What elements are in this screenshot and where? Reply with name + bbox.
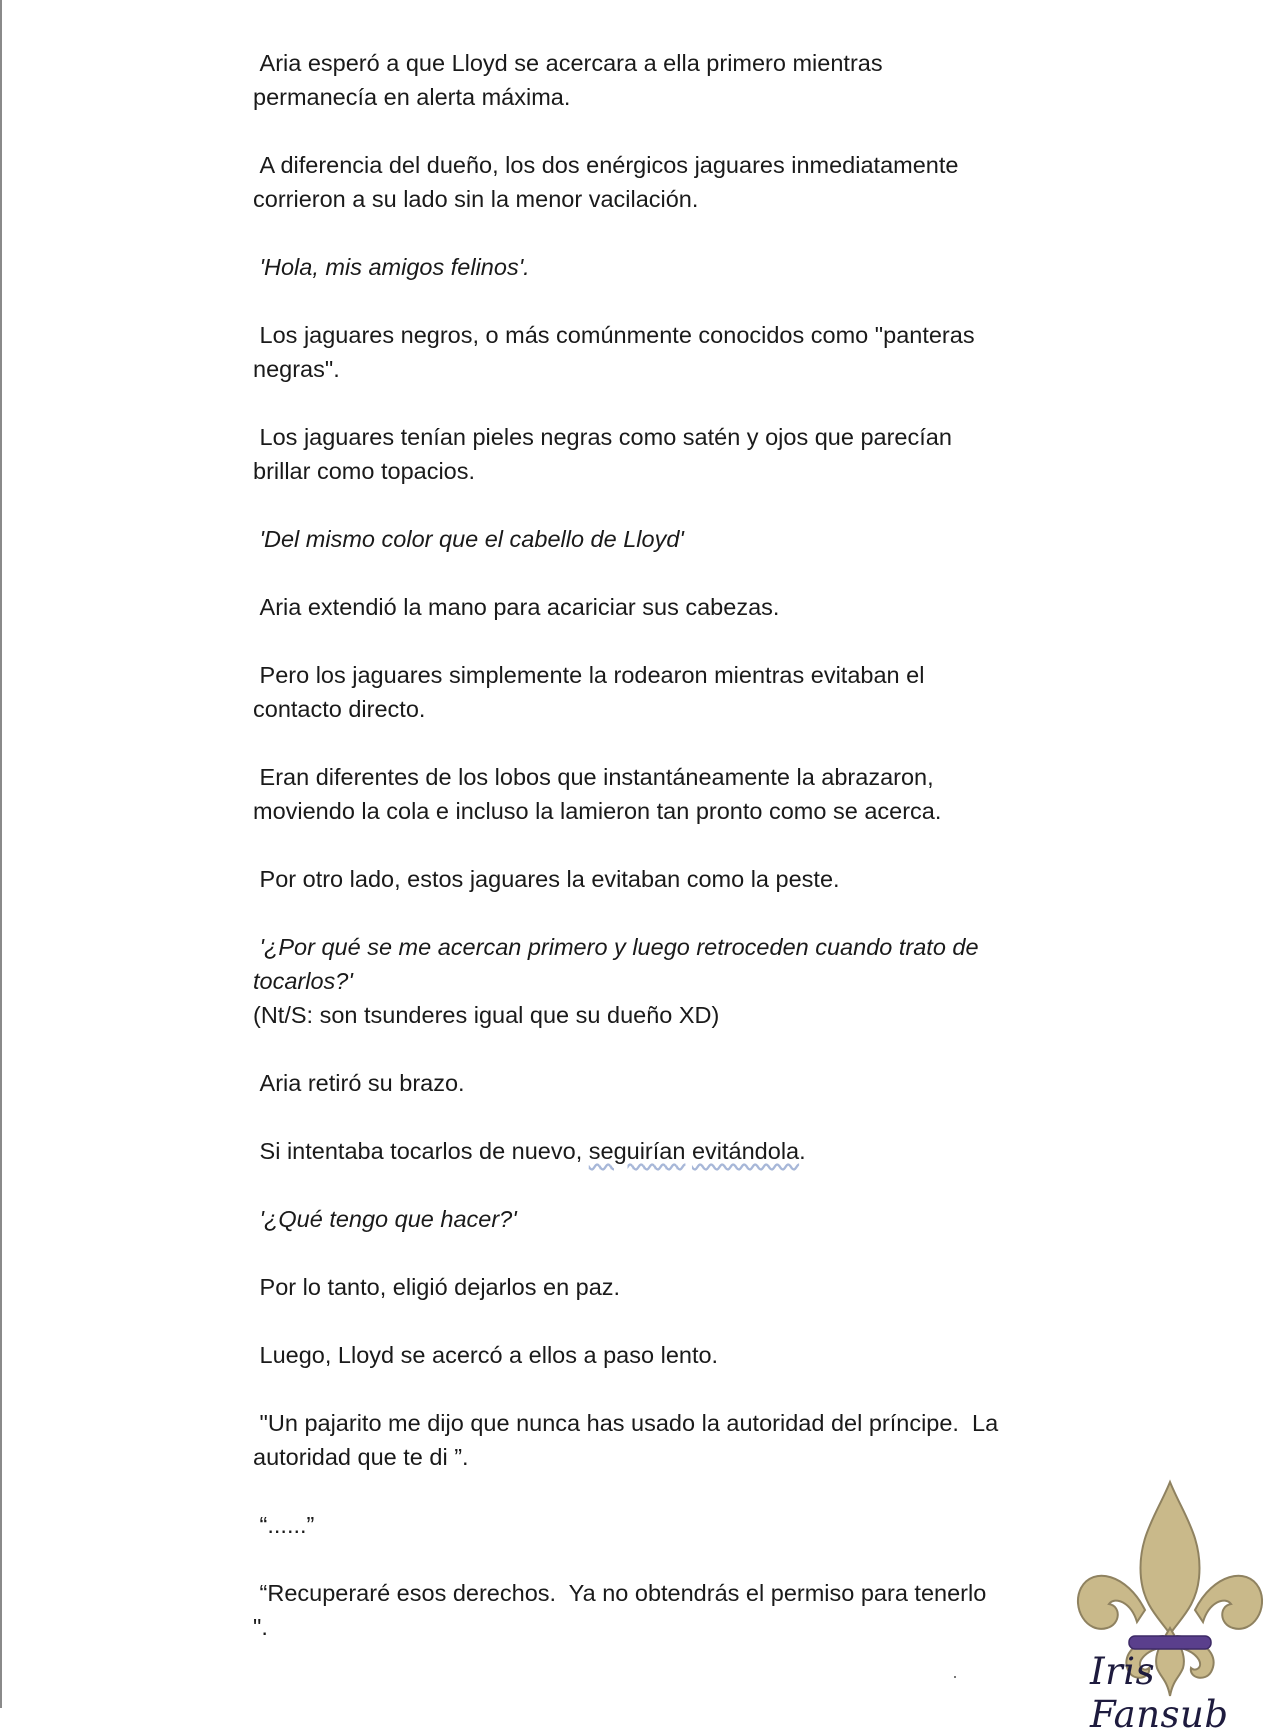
spellcheck-word-1: seguirían (588, 1138, 686, 1164)
paragraph-8: Pero los jaguares simplemente la rodearon mientras evitaban el contacto directo. (253, 662, 925, 722)
paragraph-7: Aria extendió la mano para acariciar sus cabezas. (253, 594, 780, 620)
paragraph-13-end: . (799, 1138, 806, 1164)
paragraph-3: 'Hola, mis amigos felinos'. (253, 254, 530, 280)
paragraph-18: “......” (253, 1512, 315, 1538)
left-page-border (0, 0, 2, 1708)
paragraph-1: Aria esperó a que Lloyd se acercara a ella primero mientras permanecía en alerta máxima. (253, 50, 883, 110)
paragraph-16: Luego, Lloyd se acercó a ellos a paso lento. (253, 1342, 719, 1368)
paragraph-12: Aria retiró su brazo. (253, 1070, 465, 1096)
translator-note: (Nt/S: son tsunderes igual que su dueño XD) (253, 1002, 720, 1028)
document-body (253, 46, 1053, 1644)
stray-dot (954, 1676, 956, 1678)
paragraph-4: Los jaguares negros, o más comúnmente conocidos como "panteras negras". (253, 322, 975, 382)
paragraph-13 (253, 1134, 1053, 1168)
paragraph-15: Por lo tanto, eligió dejarlos en paz. (253, 1274, 621, 1300)
watermark-text: Iris Fansub (1090, 1650, 1229, 1736)
spellcheck-word-2: evitándola (691, 1138, 800, 1164)
paragraph-13-start: Si intentaba tocarlos de nuevo, (253, 1138, 589, 1164)
paragraph-14: '¿Qué tengo que hacer?' (253, 1206, 517, 1232)
paragraph-6: 'Del mismo color que el cabello de Lloyd' (253, 526, 684, 552)
paragraph-9: Eran diferentes de los lobos que instantáneamente la abrazaron, moviendo la cola e incluso la lamieron tan pronto como se acerca. (253, 764, 942, 824)
paragraph-2: A diferencia del dueño, los dos enérgicos jaguares inmediatamente corrieron a su lado sin la menor vacilación. (253, 152, 959, 212)
paragraph-17: "Un pajarito me dijo que nunca has usado la autoridad del príncipe. La autoridad que te di ”. (253, 1410, 999, 1470)
paragraph-19: “Recuperaré esos derechos. Ya no obtendrás el permiso para tenerlo ". (253, 1580, 987, 1640)
paragraph-11: '¿Por qué se me acercan primero y luego retroceden cuando trato de tocarlos?' (253, 934, 979, 994)
paragraph-10: Por otro lado, estos jaguares la evitaban como la peste. (253, 866, 840, 892)
paragraph-5: Los jaguares tenían pieles negras como satén y ojos que parecían brillar como topacios. (253, 424, 952, 484)
